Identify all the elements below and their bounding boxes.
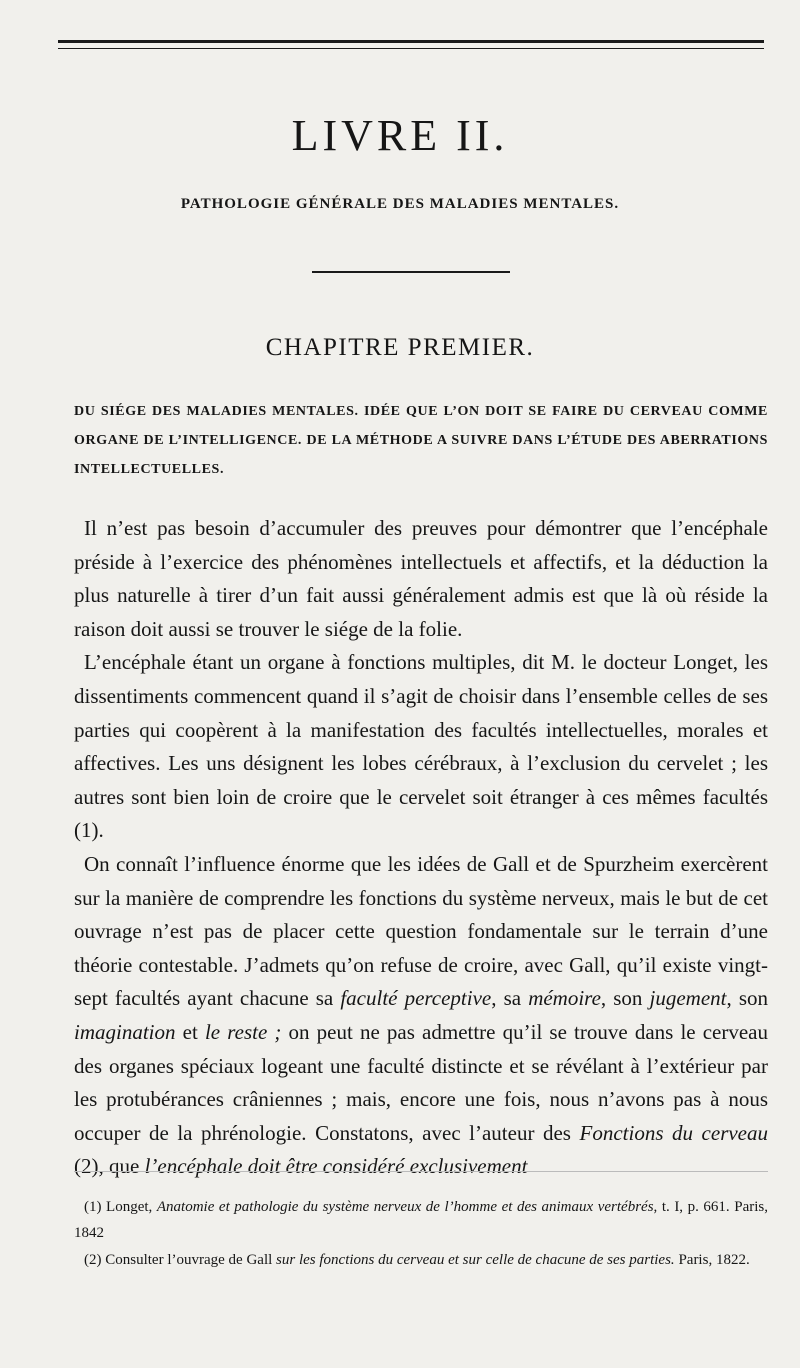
fn1-rest: , t. I, p. 661. Paris, 1842 xyxy=(74,1199,768,1241)
fn2-mark: (2) Consulter l’ouvrage de Gall xyxy=(84,1252,273,1268)
p3-italic-encephale: l’encéphale doit être considéré exclusivement xyxy=(144,1154,528,1179)
book-title: LIVRE II. xyxy=(291,111,509,160)
p3-italic-memoire: mémoire xyxy=(528,986,601,1011)
p3-text-a: On connaît l’influence énorme que les idées de Gall et de Spurzheim exercèrent sur la manière de comprendre les fonctions du système nerveux, mais le but de cet ouvrage n’est pas de placer cette question fondamentale sur le terrain d’une théorie contestable. J’admets qu’on refuse de croire, avec Gall, qu’il existe vingt-sept facultés ayant chacune sa xyxy=(74,851,768,1011)
p3-text-e: et xyxy=(182,1019,198,1044)
paragraph-2: L’encéphale étant un organe à fonctions multiples, dit M. le docteur Longet, les dissentiments commencent quand il s’agit de choisir dans l’ensemble celles de ses parties qui coopèrent à la manifestation des facultés intellectuelles, morales et affectives. Les uns désignent les lobes cérébraux, à l’exclusion du cervelet ; les autres sont bien loin de croire que le cervelet soit étranger à ces mêmes facultés (1). xyxy=(74,650,768,843)
p3-text-b: , sa xyxy=(491,986,522,1011)
p3-italic-jugement: jugement xyxy=(649,986,727,1011)
p3-italic-imagination: imagination xyxy=(74,1019,176,1044)
p3-text-f: on peut ne pas admettre qu’il se trouve dans le cerveau des organes spéciaux logeant une faculté distincte et se révélant à l’extérieur par les protubérances crâniennes ; mais, encore une fois, nous n’avons pas à nous occuper de la phrénologie. Constatons, avec l’auteur des xyxy=(74,1019,769,1145)
chapter-summary: DU SIÉGE DES MALADIES MENTALES. IDÉE QUE L’ON DOIT SE FAIRE DU CERVEAU COMME ORGANE DE L’INTELLIGENCE. DE LA MÉTHODE A SUIVRE DANS L’ÉTUDE DES ABERRATIONS INTELLECTUELLES. xyxy=(74,404,768,477)
part-title: PATHOLOGIE GÉNÉRALE DES MALADIES MENTALES. xyxy=(180,196,620,212)
p3-text-d: , son xyxy=(726,986,768,1011)
footnote-2 xyxy=(74,1247,768,1273)
section-divider xyxy=(312,271,510,273)
footnote-1 xyxy=(74,1194,768,1246)
fn1-mark: (1) Longet, xyxy=(84,1199,153,1215)
footnote-rule xyxy=(74,1171,768,1172)
chapter-title: CHAPITRE PREMIER. xyxy=(265,334,535,361)
footnotes xyxy=(74,1194,768,1274)
p3-text-c: , son xyxy=(600,986,643,1011)
fn1-title: Anatomie et pathologie du système nerveux de l’homme et des animaux vertébrés xyxy=(156,1199,654,1215)
p3-text-g: (2), que xyxy=(74,1154,140,1179)
paragraph-1: Il n’est pas besoin d’accumuler des preuves pour démontrer que l’encéphale préside à l’exercice des phénomènes intellectuels et affectifs, et la déduction la plus naturelle à tirer d’un fait aussi généralement admis est que là où réside la raison doit aussi se trouver le siége de la folie. xyxy=(74,516,768,641)
top-double-rule xyxy=(58,40,764,49)
paragraph-3 xyxy=(74,848,768,1184)
body-text xyxy=(74,512,768,1184)
p3-italic-fonctions: Fonctions du cerveau xyxy=(579,1120,769,1145)
p3-italic-faculte: faculté perceptive xyxy=(340,986,492,1011)
p3-italic-reste: le reste ; xyxy=(204,1019,282,1044)
fn2-rest: Paris, 1822. xyxy=(678,1252,750,1268)
fn2-title: sur les fonctions du cerveau et sur celle de chacune de ses parties. xyxy=(276,1252,675,1268)
